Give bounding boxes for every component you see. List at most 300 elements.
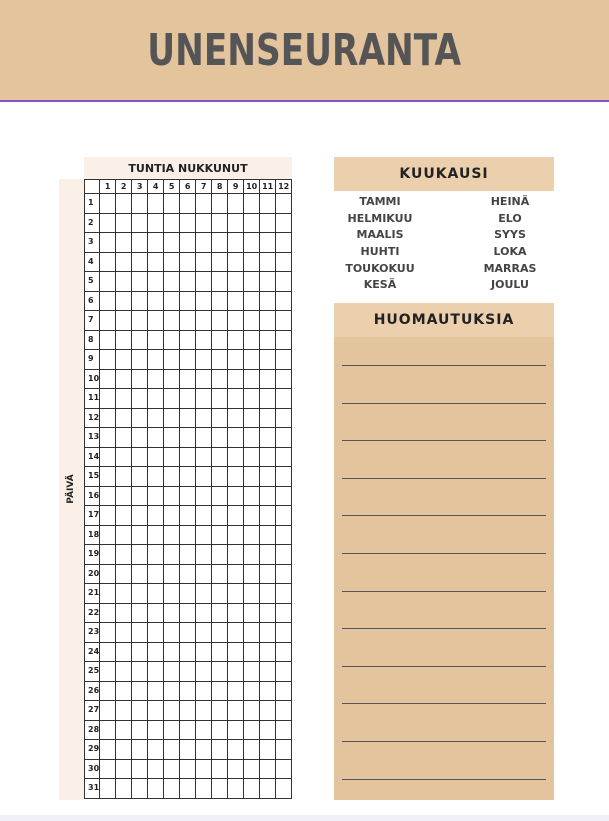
sleep-cell[interactable]	[196, 506, 212, 526]
sleep-cell[interactable]	[164, 759, 180, 779]
sleep-cell[interactable]	[164, 291, 180, 311]
sleep-cell[interactable]	[180, 603, 196, 623]
sleep-cell[interactable]	[180, 662, 196, 682]
sleep-cell[interactable]	[228, 213, 244, 233]
sleep-cell[interactable]	[244, 545, 260, 565]
sleep-cell[interactable]	[100, 681, 116, 701]
sleep-cell[interactable]	[260, 701, 276, 721]
sleep-cell[interactable]	[212, 408, 228, 428]
sleep-cell[interactable]	[100, 194, 116, 214]
sleep-cell[interactable]	[148, 740, 164, 760]
sleep-cell[interactable]	[244, 642, 260, 662]
sleep-cell[interactable]	[132, 701, 148, 721]
sleep-cell[interactable]	[132, 545, 148, 565]
sleep-cell[interactable]	[212, 194, 228, 214]
sleep-cell[interactable]	[196, 311, 212, 331]
sleep-cell[interactable]	[100, 564, 116, 584]
sleep-cell[interactable]	[100, 506, 116, 526]
sleep-cell[interactable]	[212, 642, 228, 662]
sleep-cell[interactable]	[132, 564, 148, 584]
sleep-cell[interactable]	[132, 603, 148, 623]
sleep-cell[interactable]	[276, 720, 292, 740]
sleep-cell[interactable]	[180, 350, 196, 370]
sleep-cell[interactable]	[196, 369, 212, 389]
sleep-cell[interactable]	[180, 701, 196, 721]
sleep-cell[interactable]	[212, 291, 228, 311]
sleep-cell[interactable]	[148, 369, 164, 389]
sleep-cell[interactable]	[100, 233, 116, 253]
sleep-cell[interactable]	[180, 681, 196, 701]
sleep-cell[interactable]	[132, 194, 148, 214]
sleep-cell[interactable]	[212, 779, 228, 799]
sleep-cell[interactable]	[212, 369, 228, 389]
sleep-cell[interactable]	[100, 584, 116, 604]
note-line[interactable]	[342, 703, 546, 704]
sleep-cell[interactable]	[276, 194, 292, 214]
sleep-cell[interactable]	[116, 428, 132, 448]
sleep-cell[interactable]	[244, 525, 260, 545]
sleep-cell[interactable]	[148, 759, 164, 779]
sleep-cell[interactable]	[196, 272, 212, 292]
sleep-cell[interactable]	[260, 408, 276, 428]
sleep-cell[interactable]	[148, 291, 164, 311]
sleep-cell[interactable]	[228, 564, 244, 584]
note-line[interactable]	[342, 591, 546, 592]
sleep-cell[interactable]	[148, 525, 164, 545]
sleep-cell[interactable]	[148, 681, 164, 701]
sleep-cell[interactable]	[228, 194, 244, 214]
sleep-cell[interactable]	[276, 350, 292, 370]
sleep-cell[interactable]	[180, 252, 196, 272]
sleep-cell[interactable]	[164, 350, 180, 370]
sleep-cell[interactable]	[100, 603, 116, 623]
sleep-cell[interactable]	[228, 467, 244, 487]
sleep-cell[interactable]	[276, 759, 292, 779]
sleep-cell[interactable]	[116, 779, 132, 799]
sleep-cell[interactable]	[100, 545, 116, 565]
sleep-cell[interactable]	[260, 272, 276, 292]
sleep-cell[interactable]	[132, 740, 148, 760]
sleep-cell[interactable]	[276, 603, 292, 623]
sleep-cell[interactable]	[180, 740, 196, 760]
sleep-cell[interactable]	[196, 779, 212, 799]
sleep-cell[interactable]	[244, 213, 260, 233]
sleep-cell[interactable]	[180, 486, 196, 506]
note-line[interactable]	[342, 403, 546, 404]
sleep-cell[interactable]	[164, 525, 180, 545]
sleep-cell[interactable]	[276, 545, 292, 565]
sleep-cell[interactable]	[212, 564, 228, 584]
sleep-cell[interactable]	[180, 759, 196, 779]
sleep-cell[interactable]	[180, 408, 196, 428]
sleep-cell[interactable]	[276, 564, 292, 584]
sleep-cell[interactable]	[132, 330, 148, 350]
sleep-cell[interactable]	[196, 662, 212, 682]
sleep-cell[interactable]	[212, 681, 228, 701]
sleep-cell[interactable]	[100, 330, 116, 350]
sleep-cell[interactable]	[244, 447, 260, 467]
sleep-cell[interactable]	[164, 428, 180, 448]
sleep-cell[interactable]	[212, 584, 228, 604]
sleep-cell[interactable]	[260, 525, 276, 545]
sleep-cell[interactable]	[196, 194, 212, 214]
sleep-cell[interactable]	[116, 252, 132, 272]
sleep-cell[interactable]	[164, 486, 180, 506]
sleep-cell[interactable]	[260, 467, 276, 487]
sleep-cell[interactable]	[228, 350, 244, 370]
sleep-cell[interactable]	[244, 506, 260, 526]
sleep-cell[interactable]	[212, 603, 228, 623]
sleep-cell[interactable]	[196, 428, 212, 448]
sleep-cell[interactable]	[100, 428, 116, 448]
sleep-cell[interactable]	[100, 525, 116, 545]
sleep-cell[interactable]	[212, 350, 228, 370]
sleep-cell[interactable]	[164, 603, 180, 623]
sleep-cell[interactable]	[164, 662, 180, 682]
sleep-cell[interactable]	[116, 701, 132, 721]
sleep-cell[interactable]	[228, 408, 244, 428]
sleep-cell[interactable]	[228, 759, 244, 779]
sleep-cell[interactable]	[276, 389, 292, 409]
sleep-cell[interactable]	[100, 389, 116, 409]
sleep-cell[interactable]	[276, 486, 292, 506]
sleep-cell[interactable]	[212, 701, 228, 721]
sleep-cell[interactable]	[276, 330, 292, 350]
sleep-cell[interactable]	[228, 486, 244, 506]
sleep-cell[interactable]	[132, 350, 148, 370]
sleep-cell[interactable]	[100, 467, 116, 487]
sleep-cell[interactable]	[164, 233, 180, 253]
sleep-cell[interactable]	[148, 779, 164, 799]
sleep-cell[interactable]	[132, 525, 148, 545]
sleep-cell[interactable]	[148, 194, 164, 214]
sleep-cell[interactable]	[212, 447, 228, 467]
sleep-cell[interactable]	[148, 350, 164, 370]
sleep-cell[interactable]	[164, 506, 180, 526]
sleep-cell[interactable]	[260, 545, 276, 565]
sleep-cell[interactable]	[196, 642, 212, 662]
sleep-cell[interactable]	[276, 662, 292, 682]
sleep-cell[interactable]	[196, 603, 212, 623]
note-line[interactable]	[342, 666, 546, 667]
sleep-cell[interactable]	[116, 213, 132, 233]
sleep-cell[interactable]	[164, 311, 180, 331]
sleep-cell[interactable]	[164, 740, 180, 760]
sleep-cell[interactable]	[196, 759, 212, 779]
sleep-cell[interactable]	[276, 447, 292, 467]
sleep-cell[interactable]	[116, 584, 132, 604]
sleep-cell[interactable]	[196, 564, 212, 584]
sleep-cell[interactable]	[196, 584, 212, 604]
sleep-cell[interactable]	[228, 506, 244, 526]
sleep-cell[interactable]	[100, 740, 116, 760]
sleep-cell[interactable]	[100, 408, 116, 428]
sleep-cell[interactable]	[180, 213, 196, 233]
sleep-cell[interactable]	[116, 681, 132, 701]
sleep-cell[interactable]	[164, 584, 180, 604]
sleep-cell[interactable]	[180, 584, 196, 604]
note-line[interactable]	[342, 365, 546, 366]
sleep-cell[interactable]	[164, 389, 180, 409]
sleep-cell[interactable]	[164, 330, 180, 350]
sleep-cell[interactable]	[260, 389, 276, 409]
sleep-cell[interactable]	[196, 330, 212, 350]
sleep-cell[interactable]	[196, 233, 212, 253]
sleep-cell[interactable]	[228, 525, 244, 545]
sleep-cell[interactable]	[244, 623, 260, 643]
sleep-cell[interactable]	[100, 759, 116, 779]
sleep-cell[interactable]	[132, 720, 148, 740]
sleep-cell[interactable]	[260, 447, 276, 467]
sleep-cell[interactable]	[228, 662, 244, 682]
sleep-cell[interactable]	[100, 779, 116, 799]
sleep-cell[interactable]	[148, 506, 164, 526]
sleep-cell[interactable]	[116, 194, 132, 214]
sleep-cell[interactable]	[260, 720, 276, 740]
sleep-cell[interactable]	[180, 623, 196, 643]
sleep-cell[interactable]	[276, 623, 292, 643]
sleep-cell[interactable]	[100, 662, 116, 682]
sleep-cell[interactable]	[276, 369, 292, 389]
sleep-cell[interactable]	[260, 564, 276, 584]
sleep-cell[interactable]	[276, 408, 292, 428]
sleep-cell[interactable]	[100, 720, 116, 740]
sleep-cell[interactable]	[116, 525, 132, 545]
sleep-cell[interactable]	[132, 447, 148, 467]
sleep-cell[interactable]	[148, 720, 164, 740]
sleep-cell[interactable]	[244, 720, 260, 740]
sleep-cell[interactable]	[148, 662, 164, 682]
sleep-cell[interactable]	[132, 759, 148, 779]
sleep-cell[interactable]	[276, 291, 292, 311]
sleep-cell[interactable]	[180, 291, 196, 311]
sleep-cell[interactable]	[276, 584, 292, 604]
sleep-cell[interactable]	[164, 272, 180, 292]
sleep-cell[interactable]	[212, 740, 228, 760]
sleep-cell[interactable]	[164, 369, 180, 389]
sleep-cell[interactable]	[164, 642, 180, 662]
sleep-cell[interactable]	[116, 720, 132, 740]
sleep-cell[interactable]	[100, 447, 116, 467]
sleep-cell[interactable]	[180, 330, 196, 350]
sleep-cell[interactable]	[260, 369, 276, 389]
sleep-cell[interactable]	[244, 740, 260, 760]
sleep-cell[interactable]	[260, 330, 276, 350]
sleep-cell[interactable]	[148, 584, 164, 604]
sleep-cell[interactable]	[164, 467, 180, 487]
sleep-cell[interactable]	[132, 779, 148, 799]
sleep-cell[interactable]	[180, 720, 196, 740]
sleep-cell[interactable]	[244, 252, 260, 272]
sleep-cell[interactable]	[148, 389, 164, 409]
sleep-cell[interactable]	[276, 701, 292, 721]
sleep-cell[interactable]	[196, 467, 212, 487]
sleep-cell[interactable]	[228, 389, 244, 409]
sleep-cell[interactable]	[212, 272, 228, 292]
sleep-cell[interactable]	[196, 486, 212, 506]
sleep-cell[interactable]	[196, 623, 212, 643]
sleep-cell[interactable]	[260, 623, 276, 643]
sleep-cell[interactable]	[164, 408, 180, 428]
sleep-cell[interactable]	[132, 369, 148, 389]
sleep-cell[interactable]	[132, 467, 148, 487]
sleep-cell[interactable]	[228, 779, 244, 799]
sleep-cell[interactable]	[260, 740, 276, 760]
sleep-cell[interactable]	[116, 740, 132, 760]
sleep-cell[interactable]	[212, 252, 228, 272]
sleep-cell[interactable]	[148, 545, 164, 565]
sleep-cell[interactable]	[116, 408, 132, 428]
sleep-cell[interactable]	[148, 486, 164, 506]
sleep-cell[interactable]	[100, 642, 116, 662]
sleep-cell[interactable]	[180, 779, 196, 799]
sleep-cell[interactable]	[260, 584, 276, 604]
sleep-cell[interactable]	[180, 564, 196, 584]
sleep-cell[interactable]	[116, 662, 132, 682]
sleep-cell[interactable]	[260, 506, 276, 526]
sleep-cell[interactable]	[228, 233, 244, 253]
sleep-cell[interactable]	[276, 740, 292, 760]
sleep-cell[interactable]	[228, 740, 244, 760]
sleep-cell[interactable]	[132, 428, 148, 448]
sleep-cell[interactable]	[244, 330, 260, 350]
sleep-cell[interactable]	[196, 291, 212, 311]
sleep-cell[interactable]	[228, 642, 244, 662]
sleep-cell[interactable]	[228, 603, 244, 623]
sleep-cell[interactable]	[132, 291, 148, 311]
sleep-cell[interactable]	[228, 681, 244, 701]
sleep-cell[interactable]	[260, 213, 276, 233]
sleep-cell[interactable]	[116, 369, 132, 389]
sleep-cell[interactable]	[276, 642, 292, 662]
sleep-cell[interactable]	[116, 330, 132, 350]
sleep-cell[interactable]	[228, 428, 244, 448]
sleep-cell[interactable]	[196, 740, 212, 760]
sleep-cell[interactable]	[132, 662, 148, 682]
sleep-cell[interactable]	[116, 759, 132, 779]
sleep-cell[interactable]	[244, 350, 260, 370]
sleep-cell[interactable]	[116, 233, 132, 253]
sleep-cell[interactable]	[100, 623, 116, 643]
sleep-cell[interactable]	[276, 272, 292, 292]
note-line[interactable]	[342, 628, 546, 629]
note-line[interactable]	[342, 553, 546, 554]
sleep-cell[interactable]	[244, 311, 260, 331]
sleep-cell[interactable]	[228, 447, 244, 467]
sleep-cell[interactable]	[180, 525, 196, 545]
sleep-cell[interactable]	[276, 779, 292, 799]
sleep-cell[interactable]	[260, 681, 276, 701]
sleep-cell[interactable]	[180, 428, 196, 448]
sleep-cell[interactable]	[132, 408, 148, 428]
sleep-cell[interactable]	[100, 350, 116, 370]
sleep-cell[interactable]	[116, 291, 132, 311]
sleep-cell[interactable]	[228, 584, 244, 604]
sleep-cell[interactable]	[148, 603, 164, 623]
sleep-cell[interactable]	[244, 779, 260, 799]
sleep-cell[interactable]	[260, 252, 276, 272]
sleep-cell[interactable]	[132, 584, 148, 604]
sleep-cell[interactable]	[164, 623, 180, 643]
sleep-cell[interactable]	[212, 467, 228, 487]
sleep-cell[interactable]	[164, 194, 180, 214]
sleep-cell[interactable]	[276, 252, 292, 272]
sleep-cell[interactable]	[244, 369, 260, 389]
sleep-cell[interactable]	[148, 408, 164, 428]
sleep-cell[interactable]	[148, 701, 164, 721]
sleep-cell[interactable]	[228, 623, 244, 643]
sleep-cell[interactable]	[260, 428, 276, 448]
sleep-cell[interactable]	[244, 701, 260, 721]
sleep-cell[interactable]	[132, 506, 148, 526]
sleep-cell[interactable]	[164, 252, 180, 272]
sleep-cell[interactable]	[228, 330, 244, 350]
sleep-cell[interactable]	[148, 311, 164, 331]
sleep-cell[interactable]	[212, 233, 228, 253]
sleep-cell[interactable]	[148, 467, 164, 487]
sleep-cell[interactable]	[244, 584, 260, 604]
sleep-cell[interactable]	[196, 213, 212, 233]
sleep-cell[interactable]	[228, 272, 244, 292]
sleep-cell[interactable]	[100, 369, 116, 389]
sleep-cell[interactable]	[244, 408, 260, 428]
sleep-cell[interactable]	[116, 272, 132, 292]
sleep-cell[interactable]	[276, 506, 292, 526]
sleep-cell[interactable]	[244, 389, 260, 409]
sleep-cell[interactable]	[244, 194, 260, 214]
sleep-cell[interactable]	[132, 486, 148, 506]
sleep-cell[interactable]	[132, 213, 148, 233]
sleep-cell[interactable]	[100, 272, 116, 292]
note-line[interactable]	[342, 741, 546, 742]
sleep-cell[interactable]	[164, 720, 180, 740]
note-line[interactable]	[342, 779, 546, 780]
sleep-cell[interactable]	[260, 194, 276, 214]
sleep-cell[interactable]	[132, 252, 148, 272]
sleep-cell[interactable]	[228, 701, 244, 721]
sleep-cell[interactable]	[132, 642, 148, 662]
sleep-cell[interactable]	[148, 252, 164, 272]
sleep-cell[interactable]	[244, 681, 260, 701]
sleep-cell[interactable]	[180, 506, 196, 526]
sleep-cell[interactable]	[148, 623, 164, 643]
sleep-cell[interactable]	[116, 642, 132, 662]
sleep-cell[interactable]	[196, 545, 212, 565]
sleep-cell[interactable]	[180, 369, 196, 389]
sleep-cell[interactable]	[260, 779, 276, 799]
sleep-cell[interactable]	[180, 311, 196, 331]
sleep-cell[interactable]	[212, 389, 228, 409]
note-line[interactable]	[342, 515, 546, 516]
sleep-cell[interactable]	[212, 525, 228, 545]
sleep-cell[interactable]	[148, 428, 164, 448]
sleep-cell[interactable]	[276, 428, 292, 448]
sleep-cell[interactable]	[180, 389, 196, 409]
sleep-cell[interactable]	[132, 233, 148, 253]
note-line[interactable]	[342, 440, 546, 441]
sleep-cell[interactable]	[260, 759, 276, 779]
sleep-cell[interactable]	[180, 194, 196, 214]
sleep-cell[interactable]	[164, 701, 180, 721]
sleep-cell[interactable]	[228, 252, 244, 272]
sleep-cell[interactable]	[100, 311, 116, 331]
sleep-cell[interactable]	[244, 467, 260, 487]
sleep-cell[interactable]	[116, 350, 132, 370]
sleep-cell[interactable]	[212, 545, 228, 565]
sleep-cell[interactable]	[116, 447, 132, 467]
sleep-cell[interactable]	[100, 252, 116, 272]
sleep-cell[interactable]	[196, 408, 212, 428]
